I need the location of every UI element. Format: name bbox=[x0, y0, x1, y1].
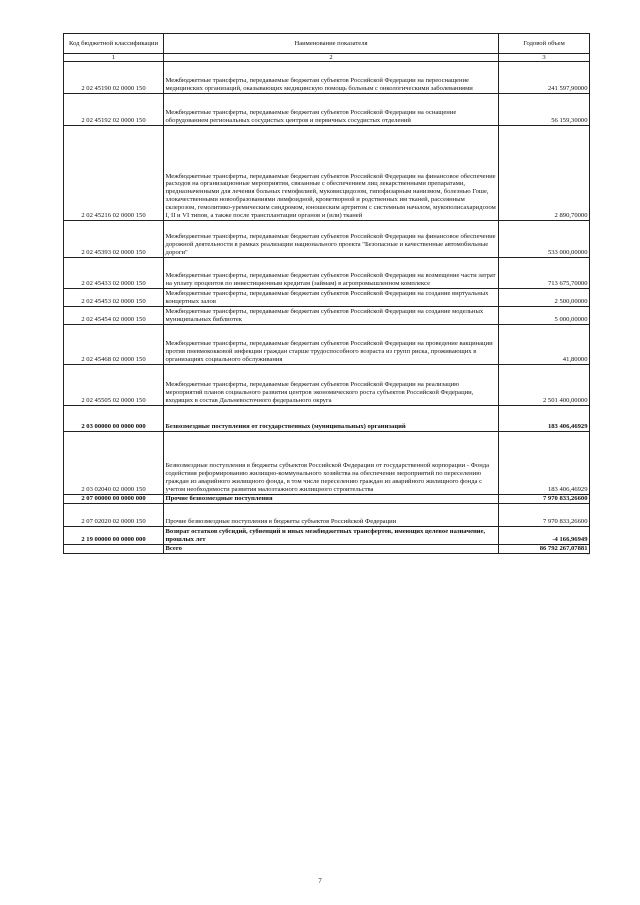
row-name: Межбюджетные трансферты, передаваемые бюджетам субъектов Российской Федерации на реализацию мероприятий планов социального развития центров экономического роста субъектов Российской Федерации, входящих в состав Дальневосточного федерального округа bbox=[164, 365, 499, 406]
row-amount: 2 500,00000 bbox=[499, 289, 590, 307]
row-code: 2 02 45453 02 0000 150 bbox=[64, 289, 164, 307]
row-amount: 713 675,70000 bbox=[499, 258, 590, 289]
row-amount: 183 406,46929 bbox=[499, 432, 590, 495]
row-code bbox=[64, 545, 164, 554]
column-number-1: 1 bbox=[64, 54, 164, 62]
row-name: Межбюджетные трансферты, передаваемые бюджетам субъектов Российской Федерации на создание модельных муниципальных библиотек bbox=[164, 307, 499, 325]
row-amount: 241 597,90000 bbox=[499, 62, 590, 94]
table-row bbox=[64, 365, 590, 406]
table-row-section bbox=[64, 495, 590, 504]
row-amount: 183 406,46929 bbox=[499, 406, 590, 432]
column-number-row bbox=[64, 54, 590, 62]
table-row bbox=[64, 432, 590, 495]
row-name: Межбюджетные трансферты, передаваемые бюджетам субъектов Российской Федерации на финансовое обеспечение дорожной деятельности в рамках реализации национального проекта "Безопасные и качественные автомобильные дороги" bbox=[164, 221, 499, 258]
table-row bbox=[64, 126, 590, 221]
budget-table bbox=[63, 33, 590, 554]
row-name: Межбюджетные трансферты, передаваемые бюджетам субъектов Российской Федерации на переоснащение медицинских организаций, оказывающих медицинскую помощь больным с онкологическими заболеваниями bbox=[164, 62, 499, 94]
row-code: 2 02 45216 02 0000 150 bbox=[64, 126, 164, 221]
table-header-row bbox=[64, 34, 590, 54]
table-row bbox=[64, 307, 590, 325]
row-code: 2 02 45393 02 0000 150 bbox=[64, 221, 164, 258]
table-row bbox=[64, 289, 590, 307]
row-code: 2 02 45433 02 0000 150 bbox=[64, 258, 164, 289]
row-code: 2 02 45454 02 0000 150 bbox=[64, 307, 164, 325]
table-row bbox=[64, 221, 590, 258]
row-name: Прочие безвозмездные поступления в бюджеты субъектов Российской Федерации bbox=[164, 504, 499, 527]
row-code: 2 03 00000 00 0000 000 bbox=[64, 406, 164, 432]
table-row bbox=[64, 504, 590, 527]
table-row bbox=[64, 258, 590, 289]
row-amount: 7 970 833,26600 bbox=[499, 504, 590, 527]
row-amount: 56 159,30000 bbox=[499, 94, 590, 126]
header-amount: Годовой объем bbox=[499, 34, 590, 54]
row-amount: 533 000,00000 bbox=[499, 221, 590, 258]
closing-quote-mark: " bbox=[586, 554, 589, 559]
table-row bbox=[64, 94, 590, 126]
table-row-total bbox=[64, 545, 590, 554]
column-number-3: 3 bbox=[499, 54, 590, 62]
header-code: Код бюджетной классификации bbox=[64, 34, 164, 54]
row-amount: 41,80000 bbox=[499, 325, 590, 365]
row-name: Межбюджетные трансферты, передаваемые бюджетам субъектов Российской Федерации на возмещение части затрат на уплату процентов по инвестиционным кредитам (займам) в агропромышленном комплексе bbox=[164, 258, 499, 289]
column-number-2: 2 bbox=[164, 54, 499, 62]
row-amount: 2 890,70000 bbox=[499, 126, 590, 221]
row-name: Межбюджетные трансферты, передаваемые бюджетам субъектов Российской Федерации на оснащение оборудованием региональных сосудистых центров и первичных сосудистых отделений bbox=[164, 94, 499, 126]
row-code: 2 03 02040 02 0000 150 bbox=[64, 432, 164, 495]
total-amount: 86 792 267,07881 bbox=[499, 545, 590, 554]
row-amount: 5 000,00000 bbox=[499, 307, 590, 325]
table-row-section bbox=[64, 406, 590, 432]
table-row bbox=[64, 62, 590, 94]
row-name: Межбюджетные трансферты, передаваемые бюджетам субъектов Российской Федерации на проведение вакцинации против пневмококковой инфекции граждан старше трудоспособного возраста из групп риска, проживающих в организациях социального обслуживания bbox=[164, 325, 499, 365]
row-code: 2 07 00000 00 0000 000 bbox=[64, 495, 164, 504]
total-label: Всего bbox=[164, 545, 499, 554]
row-amount: 7 970 833,26600 bbox=[499, 495, 590, 504]
row-code: 2 02 45505 02 0000 150 bbox=[64, 365, 164, 406]
table-row bbox=[64, 325, 590, 365]
row-code: 2 02 45190 02 0000 150 bbox=[64, 62, 164, 94]
header-name: Наименование показателя bbox=[164, 34, 499, 54]
row-amount: 2 501 400,00000 bbox=[499, 365, 590, 406]
row-code: 2 02 45468 02 0000 150 bbox=[64, 325, 164, 365]
row-name: Прочие безвозмездные поступления bbox=[164, 495, 499, 504]
row-code: 2 19 00000 00 0000 000 bbox=[64, 527, 164, 545]
row-name: Межбюджетные трансферты, передаваемые бюджетам субъектов Российской Федерации на финансовое обеспечение расходов на организационные мероприятия, связанные с обеспечением лиц лекарственными препаратами, предназначенными для лечения больных гемофилией, муковисцидозом, гипофизарным нанизмом, болезнью Гоше, злокачественными новообразованиями лимфоидной, кроветворной и родственных им тканей, рассеянным склерозом, гемолитико-уремическим синдромом, юношеским артритом с системным началом, мукополисахаридозом I, II и VI типов, а также после трансплантации органов и (или) тканей bbox=[164, 126, 499, 221]
row-code: 2 07 02020 02 0000 150 bbox=[64, 504, 164, 527]
row-amount: -4 166,96949 bbox=[499, 527, 590, 545]
row-name: Безвозмездные поступления в бюджеты субъектов Российской Федерации от государственной корпорации - Фонда содействия реформированию жилищно-коммунального хозяйства на обеспечение мероприятий по переселению граждан из аварийного жилищного фонда, в том числе переселению граждан из аварийного жилищного фонда с учетом необходимости развития малоэтажного жилищного строительства bbox=[164, 432, 499, 495]
row-code: 2 02 45192 02 0000 150 bbox=[64, 94, 164, 126]
row-name: Межбюджетные трансферты, передаваемые бюджетам субъектов Российской Федерации на создание виртуальных концертных залов bbox=[164, 289, 499, 307]
table-row-section bbox=[64, 527, 590, 545]
row-name: Безвозмездные поступления от государственных (муниципальных) организаций bbox=[164, 406, 499, 432]
page-number: 7 bbox=[318, 877, 322, 885]
document-page bbox=[63, 33, 589, 559]
row-name: Возврат остатков субсидий, субвенций и иных межбюджетных трансфертов, имеющих целевое назначение, прошлых лет bbox=[164, 527, 499, 545]
